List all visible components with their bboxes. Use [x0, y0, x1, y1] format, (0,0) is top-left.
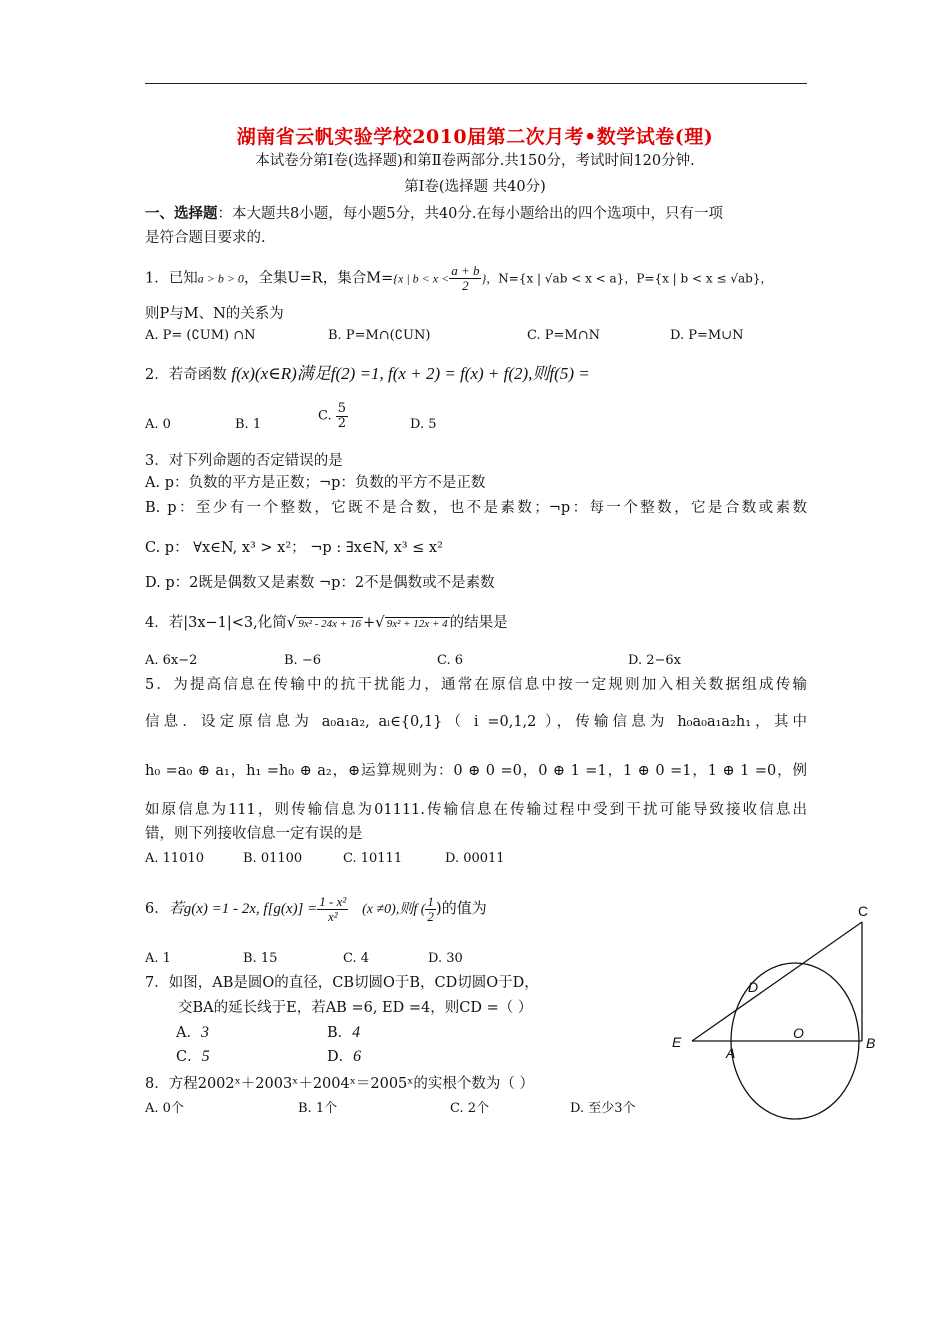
- q4-option-a: A. 6x−2: [145, 653, 198, 668]
- q3-option-d: D. p：2既是偶数又是素数 ¬p：2不是偶数或不是素数: [145, 575, 495, 591]
- q1-set-p: ，P={x | b < x ≤ √ab}，: [624, 271, 773, 286]
- q4-sqrt-1: 9x² - 24x + 16: [298, 618, 361, 630]
- q1-frac-num: a + b: [451, 263, 480, 278]
- q5-line3-text: h₀ =a₀ ⊕ a₁，h₁ =h₀ ⊕ a₂，⊕运算规则为：0 ⊕ 0 =0，0 ⊕ 1 =1，1 ⊕ 0 =1，1 ⊕ 1 =0，例: [145, 763, 807, 779]
- question-5-line1: [145, 676, 807, 694]
- q3-option-b-text: B. p：至少有一个整数，它既不是合数，也不是素数；¬p：每一个整数，它是合数或素数: [145, 500, 807, 516]
- question-5-line2: [145, 713, 807, 731]
- q6-option-c: C. 4: [343, 951, 370, 966]
- q6-option-a: A. 1: [145, 951, 171, 966]
- q2-option-c-den: 2: [337, 416, 347, 431]
- question-8-stem: 8．方程2002ˣ＋2003ˣ＋2004ˣ＝2005ˣ的实根个数为（ ）: [145, 1076, 535, 1092]
- q8-option-a: A. 0个: [145, 1101, 184, 1116]
- q2-option-c: [318, 402, 348, 431]
- q4-option-b: B. −6: [284, 653, 321, 668]
- q5-line4-text: 如原信息为111，则传输信息为01111.传输信息在传输过程中受到干扰可能导致接收信息出: [145, 802, 807, 818]
- q5-option-d: D. 00011: [445, 851, 505, 866]
- q3-option-b: [145, 499, 807, 517]
- q6-option-b: B. 15: [243, 951, 278, 966]
- q6-expr2: (x ≠0),则f (: [362, 902, 426, 917]
- q4-plus: +: [362, 615, 376, 631]
- q1-option-a: A. P= (∁UM) ∩N: [145, 328, 256, 343]
- q7-geometry-figure: [660, 895, 900, 1130]
- exam-intro: 本试卷分第Ⅰ卷(选择题)和第Ⅱ卷两部分.共150分，考试时间120分钟.: [255, 153, 695, 169]
- q4-option-c: C. 6: [437, 653, 464, 668]
- q3-option-a: A. p：负数的平方是正数；¬p：负数的平方不是正数: [145, 475, 486, 491]
- q7-option-a-label: A．: [176, 1025, 201, 1041]
- q4-sqrt-2: 9x² + 12x + 4: [386, 618, 448, 630]
- q1-frac-den: 2: [462, 278, 469, 293]
- label-o: O: [793, 1025, 804, 1041]
- q1-fraction: [449, 264, 481, 293]
- question-7-line1: 7．如图，AB是圆O的直径，CB切圆O于B，CD切圆O于D，: [145, 975, 539, 991]
- q7-option-b: [327, 1024, 360, 1042]
- section-heading: [145, 205, 723, 223]
- q6-prefix: 6．: [145, 901, 169, 917]
- q7-option-d-value: 6: [353, 1048, 362, 1065]
- q5-line2-text: 信息．设定原信息为 a₀a₁a₂, aᵢ∈{0,1}（ i =0,1,2 ），传输信息为 h₀a₀a₁a₂h₁，其中: [145, 714, 807, 730]
- q6-expr3: )的值为: [435, 899, 487, 917]
- q1-set-m: {x | b < x <: [393, 271, 450, 286]
- q8-option-b: B. 1个: [298, 1101, 338, 1116]
- q8-option-d: D. 至少3个: [570, 1101, 636, 1116]
- header-rule: [145, 83, 807, 84]
- q6-fraction: [317, 895, 348, 924]
- q6-half-num: 1: [427, 893, 434, 909]
- label-a: A: [726, 1045, 736, 1061]
- q4-stem-text: 4．若|3x−1|<3,化简: [145, 615, 287, 631]
- section-desc-1: ：本大题共8小题，每小题5分，共40分.在每小题给出的四个选项中，只有一项: [217, 206, 724, 222]
- q1-option-d: D. P=M∪N: [670, 328, 744, 343]
- label-b: B: [866, 1035, 876, 1051]
- label-d: D: [748, 979, 759, 995]
- question-4-stem: [145, 613, 508, 633]
- label-c: C: [858, 903, 869, 919]
- section-desc-2: 是符合题目要求的.: [145, 230, 266, 246]
- q4-sqrt-2-sign: √: [375, 613, 385, 631]
- q1-set-m-close: }: [481, 271, 487, 286]
- q4-sqrt-1-sign: √: [286, 613, 297, 631]
- question-3-stem: 3．对下列命题的否定错误的是: [145, 453, 343, 469]
- question-7-line2: 交BA的延长线于E，若AB =6, ED =4，则CD =（ ）: [178, 1000, 533, 1016]
- question-2-stem: [145, 365, 590, 384]
- q7-option-d-label: D．: [327, 1049, 354, 1065]
- q1-text: ，全集U=R，集合M=: [243, 270, 394, 287]
- q7-option-c-label: C．: [176, 1049, 202, 1065]
- question-5-line3: [145, 762, 807, 780]
- q7-option-a-value: 3: [200, 1024, 209, 1041]
- label-e: E: [672, 1034, 682, 1050]
- q1-set-n: ，N={x | √ab < x < a}: [486, 271, 625, 286]
- question-1-line2: 则P与M、N的关系为: [145, 306, 284, 322]
- q5-option-a: A. 11010: [145, 851, 205, 866]
- q7-option-b-label: B．: [327, 1025, 353, 1041]
- q1-option-b: B. P=M∩(∁UN): [328, 328, 431, 343]
- q6-expr1: 若g(x) =1 - 2x, f[g(x)] =: [168, 901, 318, 917]
- q7-option-c: [176, 1048, 210, 1066]
- q7-option-a: [176, 1024, 209, 1042]
- exam-title: 湖南省云帆实验学校2010届第二次月考•数学试卷(理): [236, 126, 714, 148]
- question-5-line4: [145, 801, 807, 819]
- q2-option-c-num: 5: [337, 401, 347, 416]
- question-1-stem: [145, 264, 772, 293]
- q6-option-d: D. 30: [428, 951, 463, 966]
- q6-frac-den: x²: [327, 908, 338, 924]
- q2-option-c-label: C.: [318, 408, 332, 424]
- q2-option-a: A. 0: [145, 417, 171, 432]
- q2-expression: f(x)(x∈R)满足f(2) =1, f(x + 2) = f(x) + f(2),则f(5) =: [231, 364, 590, 383]
- q1-prefix: 1．已知: [145, 270, 198, 287]
- part-label: 第Ⅰ卷(选择题 共40分): [404, 179, 546, 195]
- q6-frac-num: 1 - x²: [319, 893, 347, 909]
- q5-option-b: B. 01100: [243, 851, 303, 866]
- section-heading-bold: 一、选择题: [145, 205, 218, 222]
- question-5-line5: 错，则下列接收信息一定有误的是: [145, 826, 363, 842]
- q6-half-den: 2: [427, 908, 434, 924]
- q6-half: [425, 895, 436, 924]
- q2-option-d: D. 5: [410, 417, 437, 432]
- q8-option-c: C. 2个: [450, 1101, 490, 1116]
- q3-option-c: C. p： ∀x∈N, x³ > x²； ¬p : ∃x∈N, x³ ≤ x²: [145, 540, 443, 556]
- q2-prefix: 2．若奇函数: [145, 367, 227, 383]
- q5-option-c: C. 10111: [343, 851, 403, 866]
- question-6-stem: [145, 888, 487, 930]
- q7-option-d: [327, 1048, 361, 1066]
- q7-option-c-value: 5: [201, 1048, 210, 1065]
- q1-condition: a > b > 0: [197, 271, 244, 286]
- q2-option-c-fraction: [336, 402, 348, 431]
- q5-line1-text: 5．为提高信息在传输中的抗干扰能力，通常在原信息中按一定规则加入相关数据组成传输: [145, 677, 807, 693]
- q4-tail: 的结果是: [449, 615, 508, 631]
- q7-option-b-value: 4: [352, 1024, 361, 1041]
- q4-option-d: D. 2−6x: [628, 653, 681, 668]
- q2-option-b: B. 1: [235, 417, 262, 432]
- q1-option-c: C. P=M∩N: [527, 328, 600, 343]
